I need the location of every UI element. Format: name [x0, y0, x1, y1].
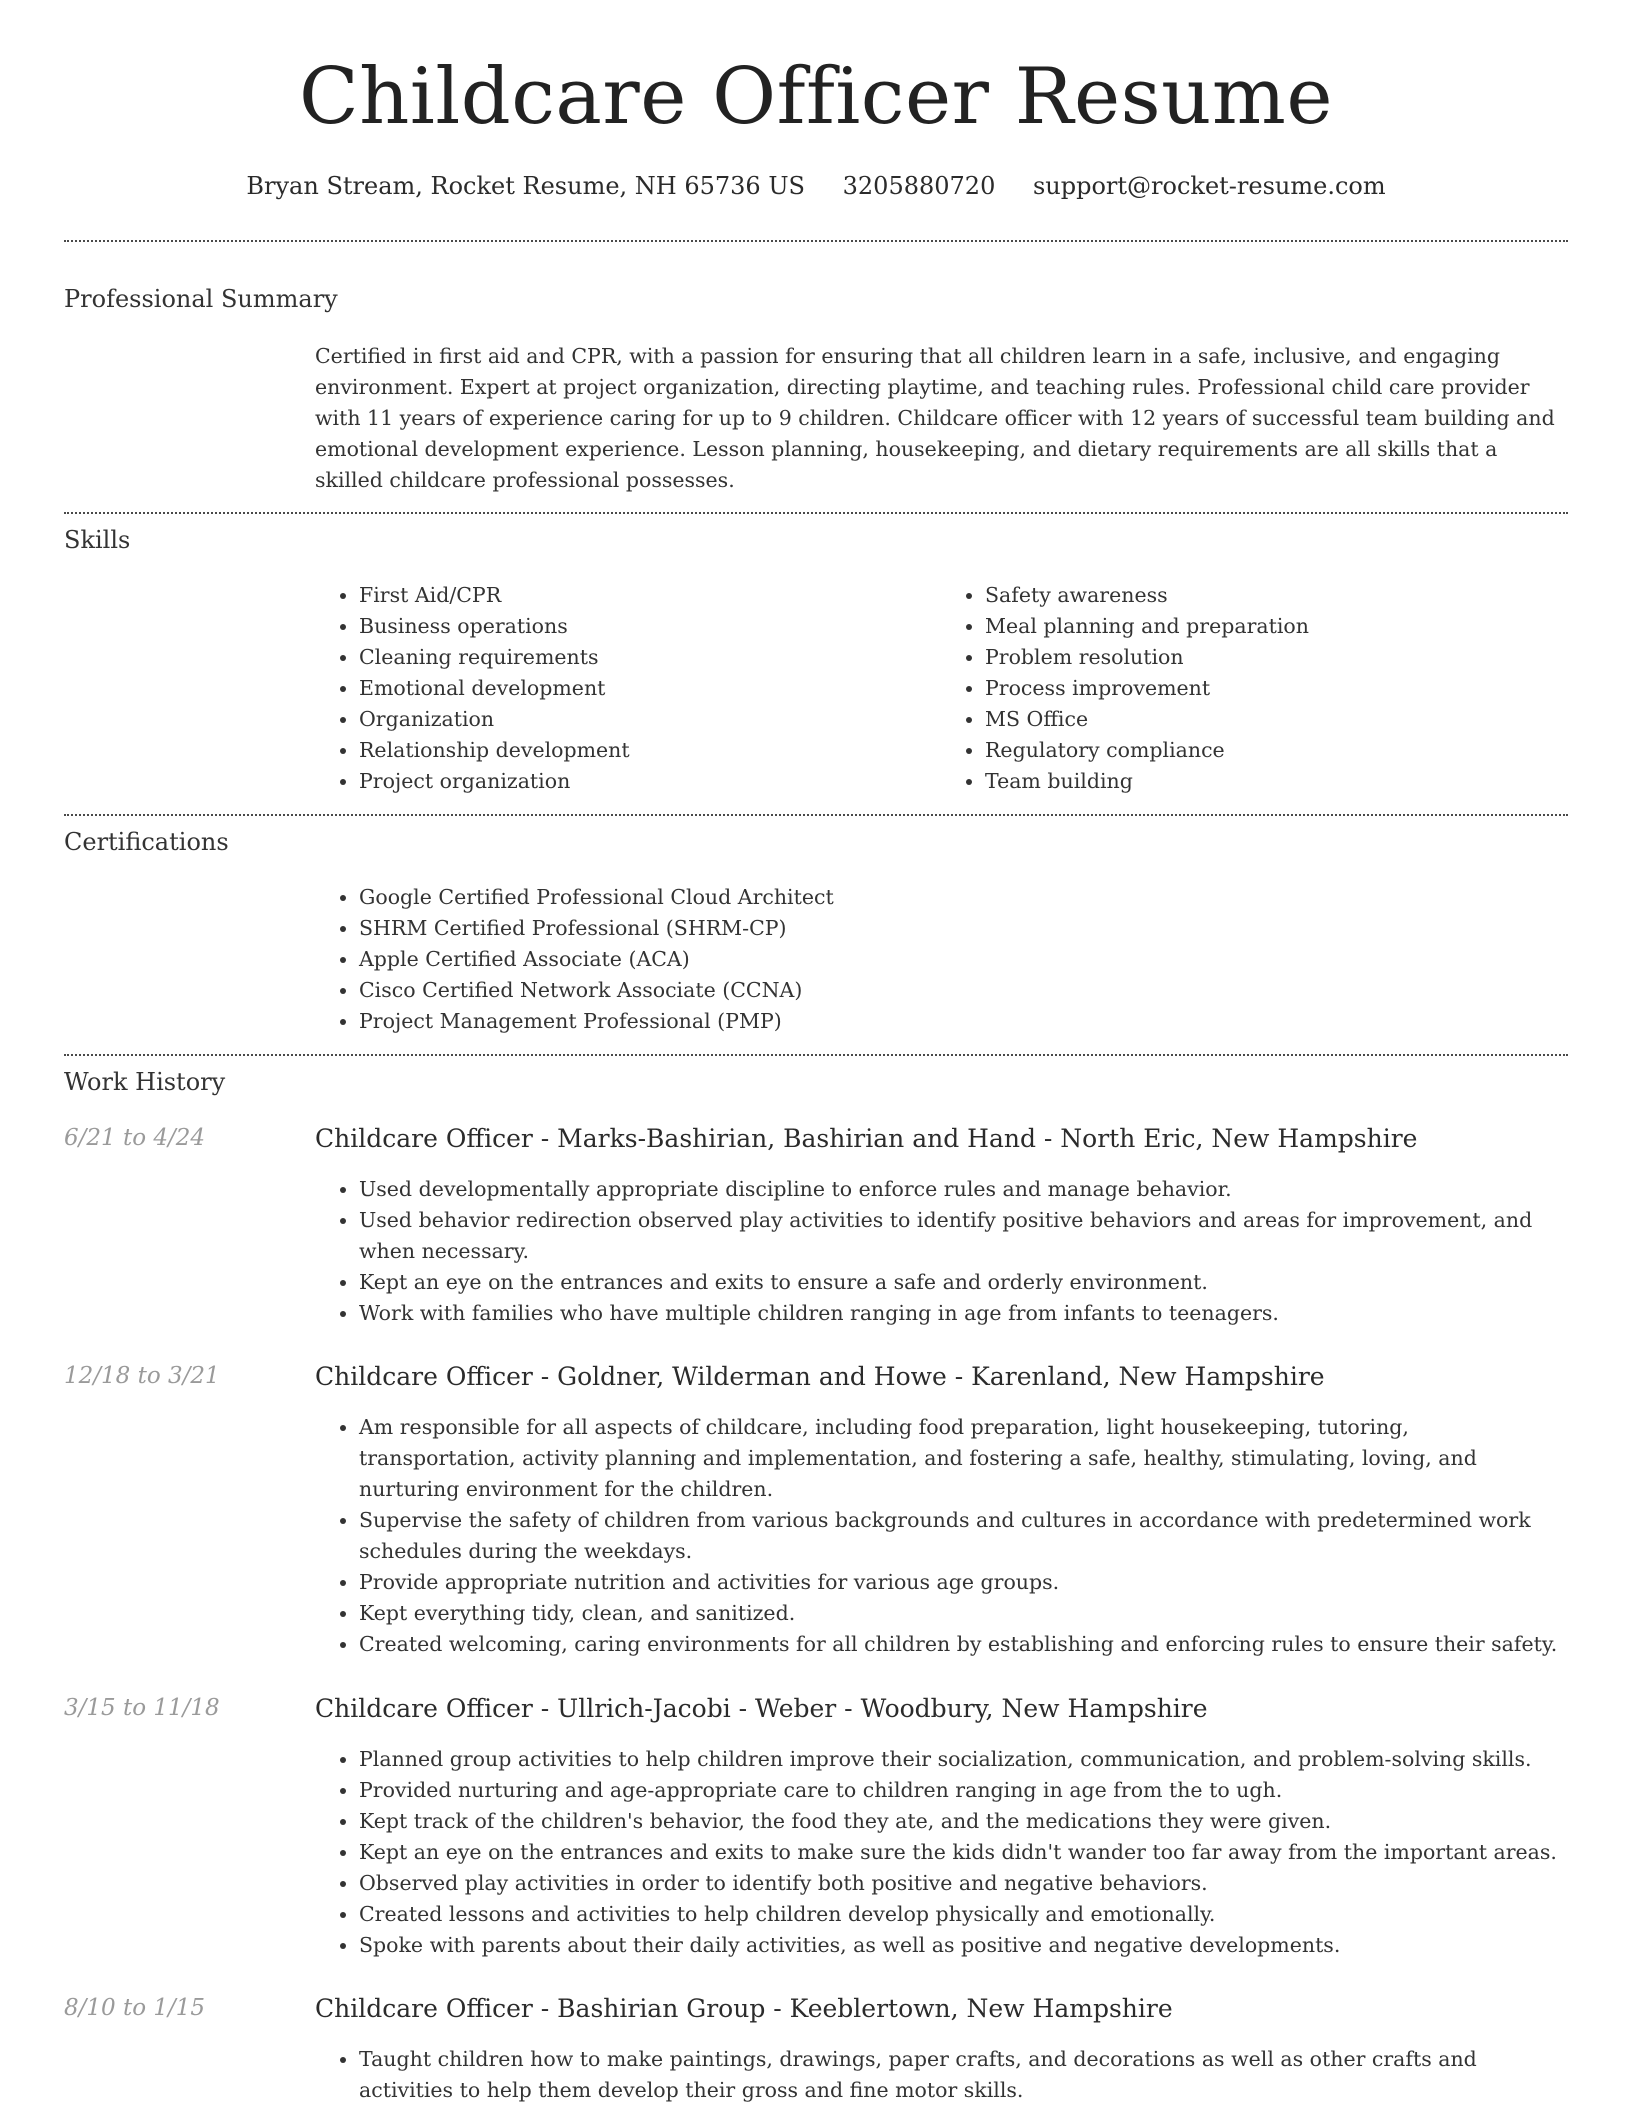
- skill-item: • Organization: [359, 704, 941, 735]
- job-bullet: • Planned group activities to help children improve their socialization, communication, and problem-solving skills.: [359, 1744, 1567, 1775]
- job-bullet: • Kept everything tidy, clean, and sanitized.: [359, 1598, 1567, 1629]
- skills-column-left: [315, 580, 941, 797]
- job-bullet: • Created welcoming, caring environments for all children by establishing and enforcing rules to ensure their safety.: [359, 1629, 1567, 1660]
- job-duties: [315, 2044, 1567, 2106]
- job-dates: 3/15 to 11/18: [64, 1695, 220, 1721]
- job-bullets: [315, 1174, 1567, 1329]
- skill-item: • Cleaning requirements: [359, 642, 941, 673]
- skill-item: • Regulatory compliance: [985, 735, 1567, 766]
- skills-heading: Skills: [64, 526, 131, 554]
- skill-item: • Emotional development: [359, 673, 941, 704]
- certifications-section: [315, 882, 1567, 1037]
- job-bullet: • Used behavior redirection observed play activities to identify positive behaviors and areas for improvement, and when necessary.: [359, 1205, 1567, 1267]
- certification-item: • Apple Certified Associate (ACA): [359, 944, 1567, 975]
- job-duties: [315, 1174, 1567, 1329]
- section-divider: [64, 240, 1568, 242]
- contact-phone: 3205880720: [842, 172, 996, 200]
- job-bullet: • Supervise the safety of children from various backgrounds and cultures in accordance with predetermined work schedules during the weekdays.: [359, 1505, 1567, 1567]
- certification-item: • Project Management Professional (PMP): [359, 1006, 1567, 1037]
- job-bullets: [315, 1744, 1567, 1961]
- skill-item: • Process improvement: [985, 673, 1567, 704]
- summary-section: [315, 341, 1567, 496]
- job-duties: [315, 1412, 1567, 1660]
- page-title: Childcare Officer Resume: [299, 52, 1333, 142]
- job-bullet: • Kept an eye on the entrances and exits to make sure the kids didn't wander too far away from the important areas.: [359, 1837, 1567, 1868]
- job-bullet: • Provide appropriate nutrition and activities for various age groups.: [359, 1567, 1567, 1598]
- skill-item: • Relationship development: [359, 735, 941, 766]
- job-bullet: • Taught children how to make paintings, drawings, paper crafts, and decorations as well as other crafts and activities to help them develop their gross and fine motor skills.: [359, 2044, 1567, 2106]
- job-bullet: • Spoke with parents about their daily activities, as well as positive and negative developments.: [359, 1930, 1567, 1961]
- skill-item: • Team building: [985, 766, 1567, 797]
- job-bullet: • Observed play activities in order to identify both positive and negative behaviors.: [359, 1868, 1567, 1899]
- skill-item: • Problem resolution: [985, 642, 1567, 673]
- certification-item: • Google Certified Professional Cloud Architect: [359, 882, 1567, 913]
- summary-heading: Professional Summary: [64, 285, 338, 313]
- skill-item: • MS Office: [985, 704, 1567, 735]
- skill-item: • Meal planning and preparation: [985, 611, 1567, 642]
- job-bullet: • Created lessons and activities to help children develop physically and emotionally.: [359, 1899, 1567, 1930]
- job-bullet: • Kept an eye on the entrances and exits to ensure a safe and orderly environment.: [359, 1267, 1567, 1298]
- contact-email: support@rocket-resume.com: [1032, 172, 1386, 200]
- job-bullet: • Kept track of the children's behavior, the food they ate, and the medications they were given.: [359, 1806, 1567, 1837]
- job-bullet: • Am responsible for all aspects of childcare, including food preparation, light housekeeping, tutoring, transportation, activity planning and implementation, and fostering a safe, healthy, stimulating, loving, and nurturing environment for the children.: [359, 1412, 1567, 1505]
- skill-item: • First Aid/CPR: [359, 580, 941, 611]
- job-dates: 12/18 to 3/21: [64, 1363, 220, 1389]
- job-bullet: • Used developmentally appropriate discipline to enforce rules and manage behavior.: [359, 1174, 1567, 1205]
- skills-column-right: [941, 580, 1567, 797]
- skill-item: • Project organization: [359, 766, 941, 797]
- section-divider: [64, 814, 1568, 816]
- certifications-heading: Certifications: [64, 828, 229, 856]
- section-divider: [64, 1054, 1568, 1056]
- contact-address: Bryan Stream, Rocket Resume, NH 65736 US: [246, 172, 805, 200]
- skill-item: • Safety awareness: [985, 580, 1567, 611]
- job-title: Childcare Officer - Bashirian Group - Keeblertown, New Hampshire: [315, 1994, 1173, 2023]
- certifications-list: [315, 882, 1567, 1037]
- certification-item: • Cisco Certified Network Associate (CCNA): [359, 975, 1567, 1006]
- job-bullet: • Work with families who have multiple children ranging in age from infants to teenagers.: [359, 1298, 1567, 1329]
- section-divider: [64, 512, 1568, 514]
- job-bullets: [315, 2044, 1567, 2106]
- job-bullets: [315, 1412, 1567, 1660]
- summary-text: Certified in first aid and CPR, with a passion for ensuring that all children learn in a safe, inclusive, and engaging environment. Expert at project organization, directing playtime, and teaching rules. Professional child care provider with 11 years of experience caring for up to 9 children. Childcare officer with 12 years of successful team building and emotional development experience. Lesson planning, housekeeping, and dietary requirements are all skills that a skilled childcare professional possesses.: [315, 344, 1555, 492]
- job-bullet: • Provided nurturing and age-appropriate care to children ranging in age from the to ugh.: [359, 1775, 1567, 1806]
- job-title: Childcare Officer - Goldner, Wilderman and Howe - Karenland, New Hampshire: [315, 1362, 1325, 1391]
- job-dates: 6/21 to 4/24: [64, 1125, 206, 1151]
- job-title: Childcare Officer - Ullrich-Jacobi - Weber - Woodbury, New Hampshire: [315, 1694, 1208, 1723]
- certification-item: • SHRM Certified Professional (SHRM-CP): [359, 913, 1567, 944]
- job-dates: 8/10 to 1/15: [64, 1995, 206, 2021]
- job-title: Childcare Officer - Marks-Bashirian, Bashirian and Hand - North Eric, New Hampshire: [315, 1124, 1418, 1153]
- work-history-heading: Work History: [64, 1068, 226, 1096]
- job-duties: [315, 1744, 1567, 1961]
- contact-line: [0, 172, 1632, 200]
- skill-item: • Business operations: [359, 611, 941, 642]
- skills-list: [315, 580, 1567, 797]
